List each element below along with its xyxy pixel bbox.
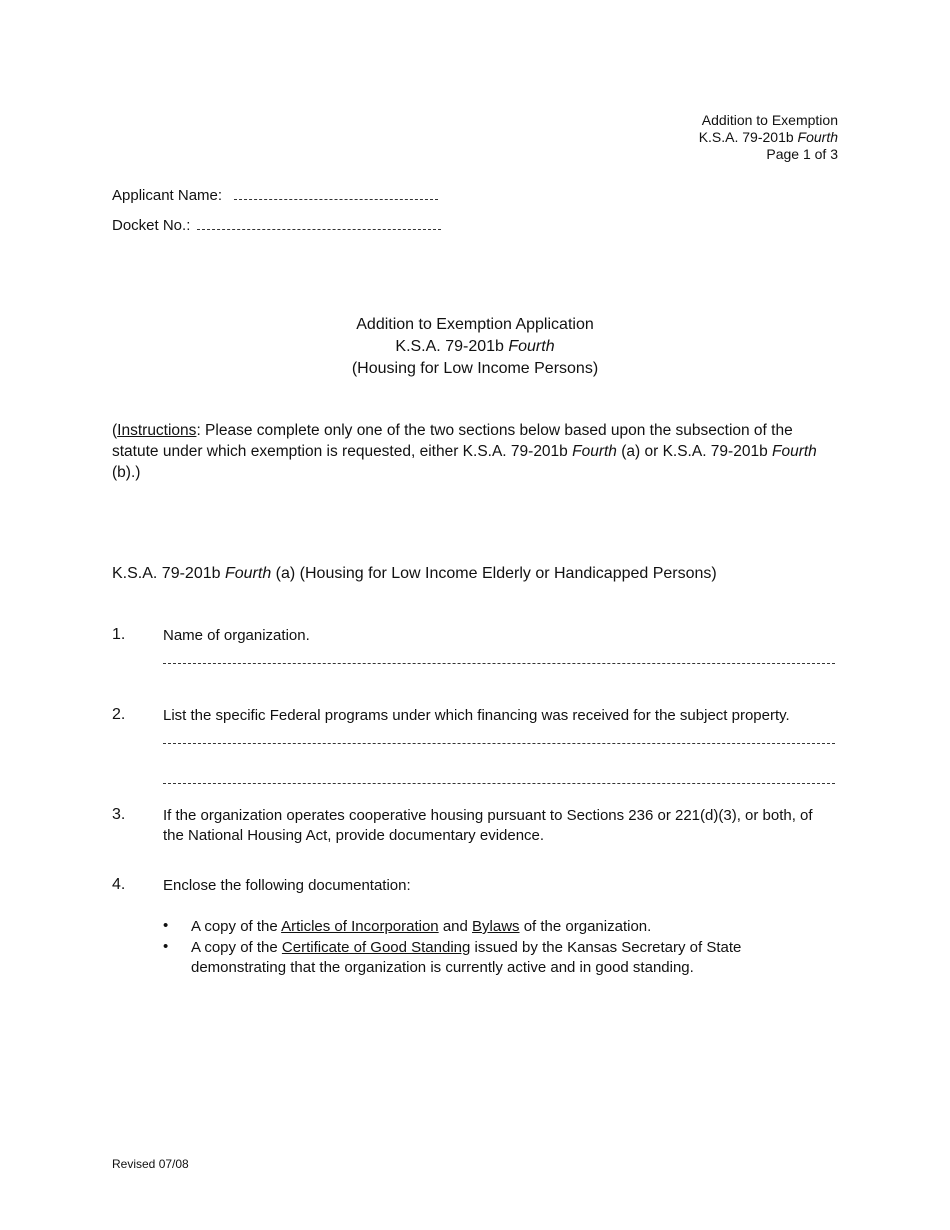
title-line-2 — [0, 336, 950, 358]
section-heading-suffix: (a) (Housing for Low Income Elderly or Handicapped Persons) — [271, 565, 717, 582]
item-number: 4. — [112, 876, 126, 893]
instructions-text-3: (b).) — [112, 464, 141, 481]
title-statute-text: K.S.A. 79-201b — [395, 338, 509, 355]
applicant-name-row — [112, 185, 438, 204]
section-heading-italic: Fourth — [224, 565, 272, 582]
bullet-underlined-term: Articles of Incorporation — [281, 918, 439, 935]
item-text: Enclose the following documentation: — [163, 877, 411, 894]
instructions-italic-1: Fourth — [572, 443, 617, 460]
title-statute-italic: Fourth — [508, 338, 555, 355]
bullet-underlined-term: Bylaws — [472, 918, 520, 935]
docket-number-row — [112, 215, 441, 234]
bullet-text-part: issued by the Kansas Secretary of State demonstrating that the organization is currently active and in good standing. — [191, 939, 742, 976]
header-statute-text: K.S.A. 79-201b — [698, 129, 798, 145]
bullet-icon: • — [163, 917, 169, 934]
title-line-3: (Housing for Low Income Persons) — [351, 360, 599, 377]
instructions-italic-2: Fourth — [772, 443, 817, 460]
item-number: 2. — [112, 706, 126, 723]
bullet-text — [191, 917, 651, 937]
bullet-text-part: and — [438, 918, 473, 935]
header-block — [699, 112, 838, 163]
header-statute — [699, 129, 838, 146]
item-text: Name of organization. — [163, 627, 310, 644]
bullet-text-part: A copy of the — [191, 918, 282, 935]
section-heading-prefix: K.S.A. 79-201b — [112, 565, 225, 582]
instructions-text-1: : Please complete only one of the two sections below based upon the subsection of the statute under which exemption is requested, either K.S.A. 79-201b — [112, 422, 793, 460]
applicant-name-field[interactable] — [234, 185, 438, 200]
instructions-text-2: (a) or K.S.A. 79-201b — [616, 443, 772, 460]
item-text: List the specific Federal programs under which financing was received for the subject property. — [163, 707, 790, 724]
bullet-text-part: A copy of the — [191, 939, 282, 956]
docket-number-label: Docket No.: — [112, 217, 191, 234]
revision-date: Revised 07/08 — [112, 1157, 189, 1171]
header-form-name: Addition to Exemption — [701, 112, 838, 128]
document-title — [0, 314, 950, 380]
header-page-number: Page 1 of 3 — [766, 146, 838, 162]
answer-line[interactable] — [163, 783, 835, 784]
item-text: If the organization operates cooperative housing pursuant to Sections 236 or 221(d)(3), or both, of the National Housing Act, provide documentary evidence. — [163, 807, 813, 844]
instructions-label: Instructions — [117, 422, 197, 439]
bullet-text — [191, 938, 791, 978]
instructions-open-paren: ( — [112, 422, 118, 439]
answer-line[interactable] — [163, 743, 835, 744]
answer-line[interactable] — [163, 663, 835, 664]
bullet-underlined-term: Certificate of Good Standing — [281, 939, 471, 956]
item-number: 3. — [112, 806, 126, 823]
section-heading — [112, 565, 717, 583]
header-statute-italic: Fourth — [797, 129, 838, 145]
instructions-paragraph — [112, 420, 832, 483]
applicant-name-label: Applicant Name: — [112, 187, 223, 204]
bullet-text-part: of the organization. — [519, 918, 652, 935]
docket-number-field[interactable] — [197, 215, 441, 230]
item-number: 1. — [112, 626, 126, 643]
title-line-1: Addition to Exemption Application — [356, 316, 594, 333]
bullet-icon: • — [163, 938, 169, 955]
